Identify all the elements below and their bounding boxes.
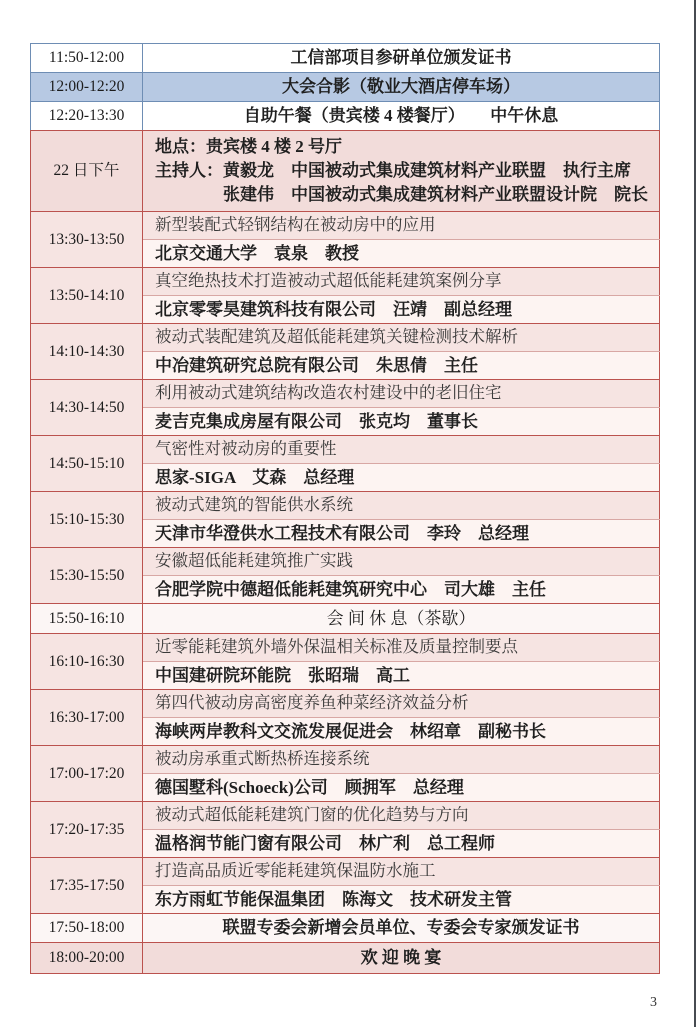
speaker-cell: 合肥学院中德超低能耗建筑研究中心 司大雄 主任: [143, 576, 660, 604]
time-cell: 22 日下午: [31, 131, 143, 212]
speaker-cell: 温格润节能门窗有限公司 林广利 总工程师: [143, 830, 660, 858]
session-title-cell: 气密性对被动房的重要性: [143, 436, 660, 464]
table-row: [31, 943, 660, 974]
session-title-row: [31, 858, 660, 886]
event-cell: 工信部项目参研单位颁发证书: [143, 44, 660, 73]
time-cell: 17:50-18:00: [31, 914, 143, 943]
session-title-cell: 被动式建筑的智能供水系统: [143, 492, 660, 520]
time-cell: 17:00-17:20: [31, 746, 143, 802]
table-row: [31, 914, 660, 943]
time-cell: 17:20-17:35: [31, 802, 143, 858]
speaker-cell: 中冶建筑研究总院有限公司 朱思倩 主任: [143, 352, 660, 380]
speaker-cell: 北京交通大学 袁泉 教授: [143, 240, 660, 268]
time-cell: 11:50-12:00: [31, 44, 143, 73]
session-title-cell: 打造高品质近零能耗建筑保温防水施工: [143, 858, 660, 886]
time-cell: 15:10-15:30: [31, 492, 143, 548]
schedule-table: [30, 43, 660, 974]
session-title-cell: 第四代被动房高密度养鱼种菜经济效益分析: [143, 690, 660, 718]
time-cell: 18:00-20:00: [31, 943, 143, 974]
session-header-row: [31, 131, 660, 212]
time-cell: 13:30-13:50: [31, 212, 143, 268]
session-title-cell: 真空绝热技术打造被动式超低能耗建筑案例分享: [143, 268, 660, 296]
time-cell: 15:30-15:50: [31, 548, 143, 604]
table-row: [31, 73, 660, 102]
session-title-cell: 被动式超低能耗建筑门窗的优化趋势与方向: [143, 802, 660, 830]
speaker-cell: 海峡两岸教科文交流发展促进会 林绍章 副秘书长: [143, 718, 660, 746]
header-cell: [143, 131, 660, 212]
page-number: 3: [650, 995, 657, 1010]
event-cell: 自助午餐（贵宾楼 4 楼餐厅） 中午休息: [143, 102, 660, 131]
speaker-cell: 北京零零昊建筑科技有限公司 汪靖 副总经理: [143, 296, 660, 324]
event-cell: 联盟专委会新增会员单位、专委会专家颁发证书: [143, 914, 660, 943]
event-cell: 大会合影（敬业大酒店停车场）: [143, 73, 660, 102]
session-title-cell: 安徽超低能耗建筑推广实践: [143, 548, 660, 576]
venue-line: 地点：贵宾楼 4 楼 2 号厅: [155, 137, 342, 156]
time-cell: 17:35-17:50: [31, 858, 143, 914]
session-title-row: [31, 212, 660, 240]
session-title-cell: 被动房承重式断热桥连接系统: [143, 746, 660, 774]
speaker-cell: 麦吉克集成房屋有限公司 张克均 董事长: [143, 408, 660, 436]
speaker-cell: 中国建研院环能院 张昭瑞 高工: [143, 662, 660, 690]
session-title-row: [31, 548, 660, 576]
event-cell: 会 间 休 息（茶歇）: [143, 604, 660, 634]
session-title-row: [31, 802, 660, 830]
time-cell: 12:20-13:30: [31, 102, 143, 131]
speaker-cell: 东方雨虹节能保温集团 陈海文 技术研发主管: [143, 886, 660, 914]
session-title-row: [31, 268, 660, 296]
speaker-cell: 德国墅科(Schoeck)公司 顾拥军 总经理: [143, 774, 660, 802]
session-title-row: [31, 380, 660, 408]
session-title-row: [31, 634, 660, 662]
time-cell: 16:30-17:00: [31, 690, 143, 746]
time-cell: 14:50-15:10: [31, 436, 143, 492]
table-row: [31, 44, 660, 73]
session-title-cell: 利用被动式建筑结构改造农村建设中的老旧住宅: [143, 380, 660, 408]
host-line: 主持人：黄毅龙 中国被动式集成建筑材料产业联盟 执行主席: [155, 161, 631, 180]
session-title-cell: 近零能耗建筑外墙外保温相关标准及质量控制要点: [143, 634, 660, 662]
time-cell: 12:00-12:20: [31, 73, 143, 102]
time-cell: 14:10-14:30: [31, 324, 143, 380]
table-row: [31, 604, 660, 634]
session-title-row: [31, 324, 660, 352]
time-cell: 13:50-14:10: [31, 268, 143, 324]
host-line: 张建伟 中国被动式集成建筑材料产业联盟设计院 院长: [223, 185, 648, 204]
session-title-row: [31, 746, 660, 774]
speaker-cell: 天津市华澄供水工程技术有限公司 李玲 总经理: [143, 520, 660, 548]
session-title-cell: 被动式装配建筑及超低能耗建筑关键检测技术解析: [143, 324, 660, 352]
session-title-row: [31, 436, 660, 464]
table-row: [31, 102, 660, 131]
time-cell: 16:10-16:30: [31, 634, 143, 690]
page-edge-line: [694, 0, 696, 1027]
schedule-table-body: [31, 44, 660, 974]
session-title-row: [31, 492, 660, 520]
session-title-cell: 新型装配式轻钢结构在被动房中的应用: [143, 212, 660, 240]
speaker-cell: 思家-SIGA 艾森 总经理: [143, 464, 660, 492]
event-cell: 欢 迎 晚 宴: [143, 943, 660, 974]
time-cell: 15:50-16:10: [31, 604, 143, 634]
session-title-row: [31, 690, 660, 718]
time-cell: 14:30-14:50: [31, 380, 143, 436]
